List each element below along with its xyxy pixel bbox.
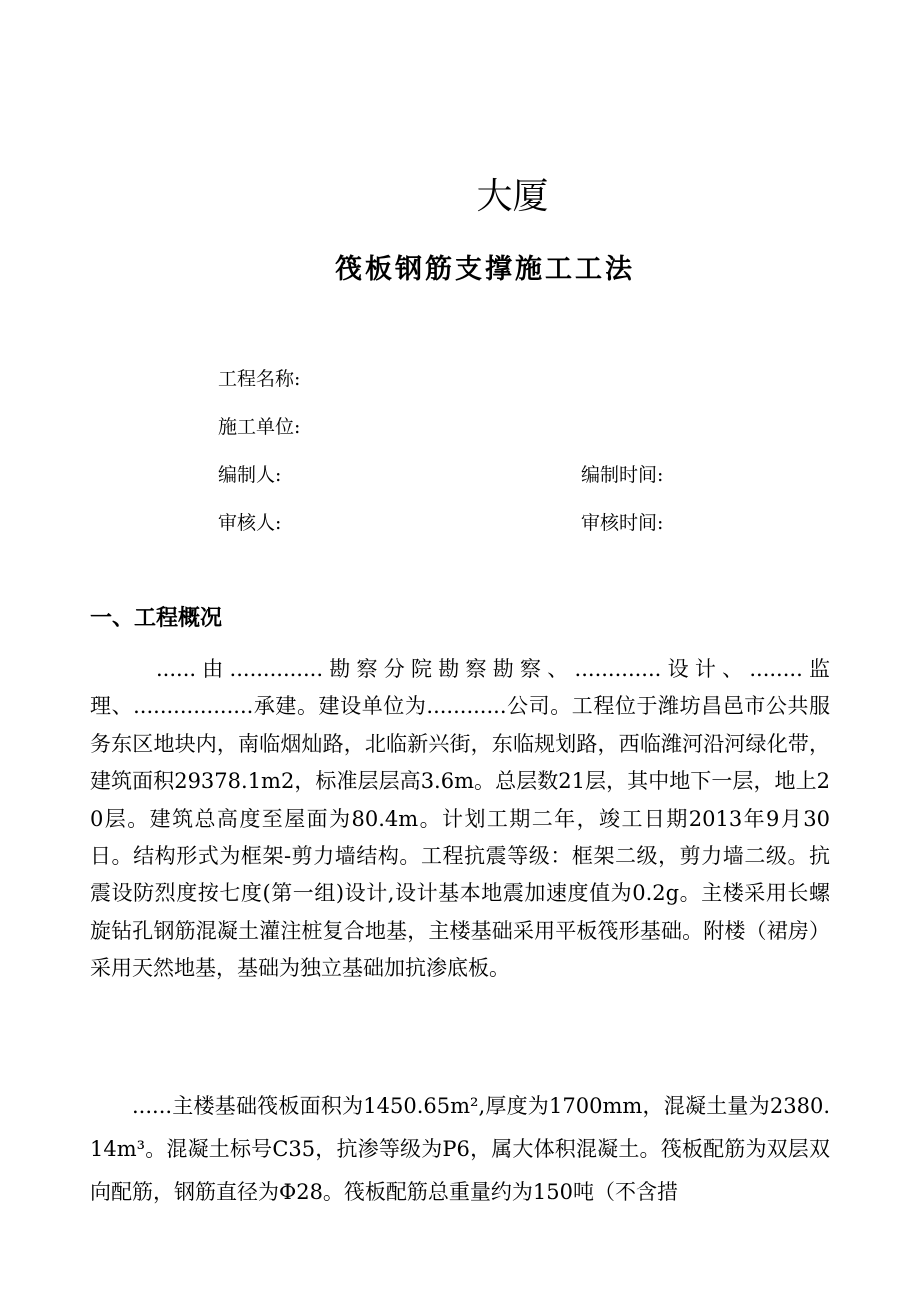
- review-time-label: 审核时间:: [581, 512, 664, 534]
- compile-time-label: 编制时间:: [581, 464, 664, 486]
- section-heading-overview: 一、工程概况: [90, 606, 223, 631]
- compiler-label: 编制人:: [218, 464, 282, 486]
- overview-paragraph-2: ......主楼基础筏板面积为1450.65m²,厚度为1700mm，混凝土量为2380.14m³。混凝土标号C35，抗渗等级为P6，属大体积混凝土。筏板配筋为双层双向配筋，钢筋直径为Φ28。筏板配筋总重量约为150吨（不含措: [90, 1094, 830, 1204]
- document-subtitle: 筏板钢筋支撑施工工法: [335, 254, 635, 285]
- overview-paragraph-1: ......由..............勘察分院勘察勘察、.............设计、........监理、..................承建。建设单位为............公司。工程位于潍坊昌邑市公共服务东区地块内，南临烟灿路，北临新兴街，东临规划路，西临潍河沿河绿化带，建筑面积29378.1m2，标准层层高3.6m。总层数21层，其中地下一层，地上20层。建筑总高度至屋面为80.4m。计划工期二年，竣工日期2013年9月30日。结构形式为框架-剪力墙结构。工程抗震等级：框架二级，剪力墙二级。抗震设防烈度按七度(第一组)设计,设计基本地震加速度值为0.2g。主楼采用长螺旋钻孔钢筋混凝土灌注桩复合地基，主楼基础采用平板筏形基础。附楼（裙房）采用天然地基，基础为独立基础加抗渗底板。: [90, 657, 830, 981]
- document-title: 大厦: [476, 176, 549, 217]
- reviewer-label: 审核人:: [218, 512, 282, 534]
- construction-unit-label: 施工单位:: [218, 416, 301, 438]
- project-name-label: 工程名称:: [218, 368, 301, 390]
